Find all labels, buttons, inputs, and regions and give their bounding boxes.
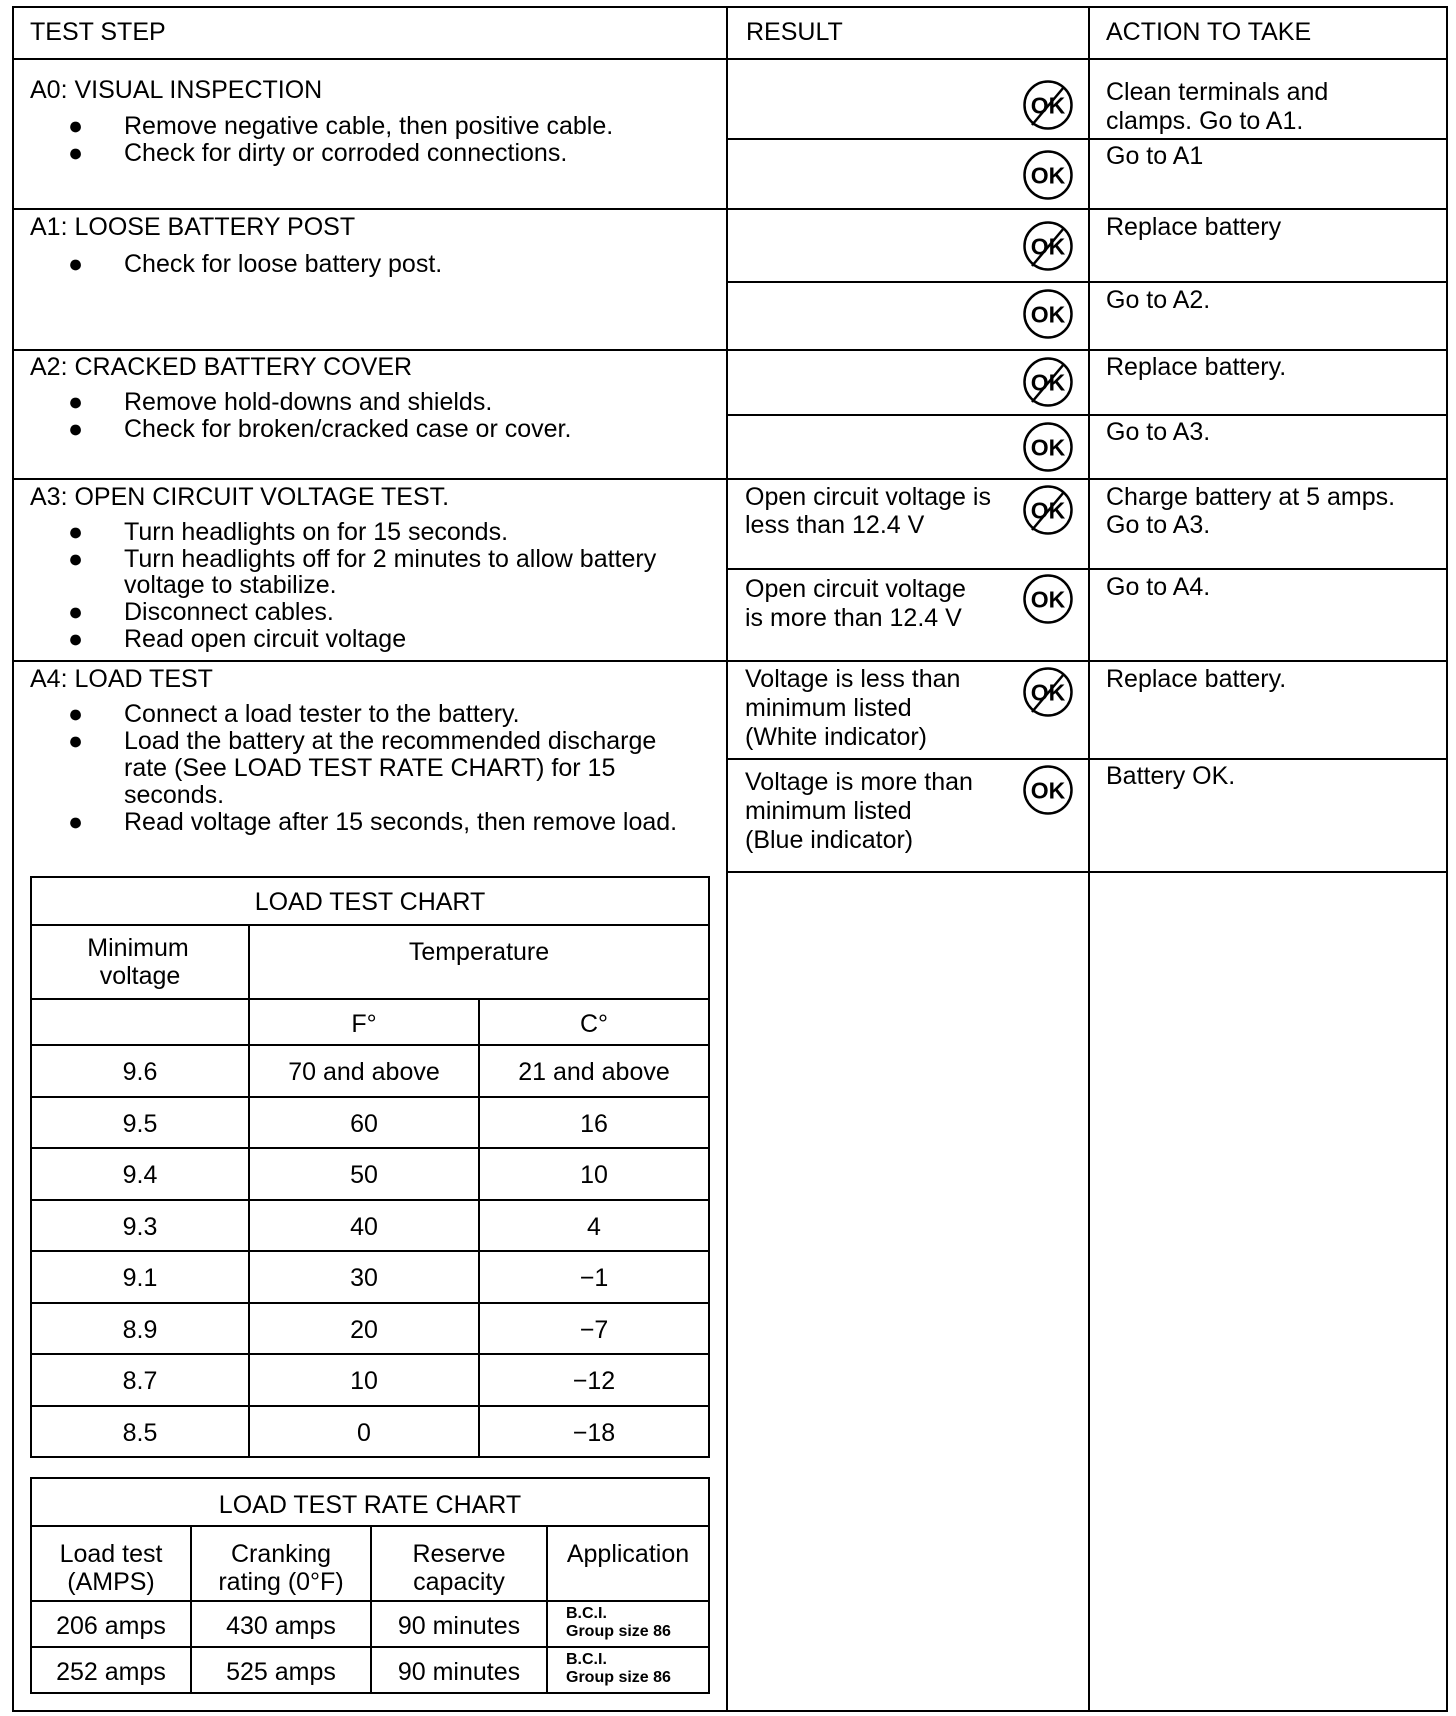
ltrc-cell: 252 amps: [56, 1658, 166, 1686]
step-a0-bullet: Remove negative cable, then positive cable.: [124, 112, 614, 140]
ltrc-line: [30, 1646, 710, 1648]
ok-icon: [1022, 421, 1074, 473]
ltc-cell: 9.5: [122, 1110, 158, 1138]
bullet-dot: ●: [68, 112, 84, 140]
step-a4-bullet: Connect a load tester to the battery.: [124, 700, 520, 728]
not-ok-icon: [1022, 220, 1074, 272]
step-a4-action-ok: Battery OK.: [1106, 762, 1236, 790]
step-a4-result-ok: minimum listed: [745, 797, 912, 825]
ltc-cell: 4: [587, 1213, 601, 1241]
ltc-col-min: voltage: [99, 962, 181, 990]
ltc-col-min: Minimum: [87, 934, 189, 962]
bullet-dot: ●: [68, 415, 84, 443]
bullet-dot: ●: [68, 625, 84, 653]
ltc-line: [30, 1096, 710, 1098]
ltc-cell: 50: [350, 1161, 378, 1189]
ltrc-cell: 525 amps: [226, 1658, 336, 1686]
ltrc-header: Load test: [59, 1540, 163, 1568]
ltrc-header: Cranking: [230, 1540, 332, 1568]
ltc-cell: 10: [580, 1161, 608, 1189]
step-a4-title: A4: LOAD TEST: [30, 665, 213, 693]
step-a4-result-notok: Voltage is less than: [745, 665, 961, 693]
ltc-cell: 9.6: [122, 1058, 158, 1086]
not-ok-icon: [1022, 79, 1074, 131]
step-a4-result-notok: (White indicator): [745, 723, 927, 751]
ltc-line: [30, 1353, 710, 1355]
step-a3-action-notok: Go to A3.: [1106, 511, 1211, 539]
ltrc-border: [708, 1477, 710, 1694]
header-action: ACTION TO TAKE: [1106, 18, 1312, 46]
divider-a3-a4: [12, 660, 1448, 662]
subdivider-a3: [726, 568, 1448, 570]
divider-a0-a1: [12, 208, 1448, 210]
step-a3-result-ok: is more than 12.4 V: [745, 604, 962, 632]
ltrc-bci: B.C.I.: [566, 1651, 607, 1668]
ltrc-cell: 206 amps: [56, 1612, 166, 1640]
not-ok-icon: [1022, 356, 1074, 408]
step-a3-action-ok: Go to A4.: [1106, 573, 1211, 601]
subdivider-a0: [726, 138, 1448, 140]
ltc-cell: 9.1: [122, 1264, 158, 1292]
ltc-cell: 20: [350, 1316, 378, 1344]
step-a3-result-ok: Open circuit voltage: [745, 575, 966, 603]
ltc-line: [30, 1147, 710, 1149]
ltc-border: [30, 876, 710, 878]
ltrc-header: rating (0°F): [218, 1568, 344, 1596]
step-a3-bullet: Turn headlights off for 2 minutes to allow battery: [124, 545, 657, 573]
ltc-line: [30, 1250, 710, 1252]
step-a4-result-ok: Voltage is more than: [745, 768, 973, 796]
ltrc-header: (AMPS): [67, 1568, 155, 1596]
ltc-cell: 16: [580, 1110, 608, 1138]
divider-a1-a2: [12, 349, 1448, 351]
step-a4-bullet: Read voltage after 15 seconds, then remove load.: [124, 808, 678, 836]
step-a4-bullet-cont: rate (See LOAD TEST RATE CHART) for 15: [124, 754, 616, 782]
ltc-cell: 0: [357, 1419, 371, 1447]
ltc-line: [30, 1302, 710, 1304]
step-a2-title: A2: CRACKED BATTERY COVER: [30, 353, 413, 381]
ltrc-title: LOAD TEST RATE CHART: [218, 1491, 522, 1519]
bullet-dot: ●: [68, 598, 84, 626]
frame-top: [12, 6, 1448, 8]
ltc-line: [30, 1044, 710, 1046]
ltc-cell: 8.5: [122, 1419, 158, 1447]
ltc-col-temp: Temperature: [408, 938, 550, 966]
not-ok-icon: [1022, 484, 1074, 536]
frame-right: [1446, 6, 1448, 1712]
subdivider-a4: [726, 758, 1448, 760]
ltc-line: [30, 1199, 710, 1201]
ltc-cell: −1: [579, 1264, 609, 1292]
ok-icon: [1022, 149, 1074, 201]
ltc-border: [30, 1456, 710, 1458]
ltc-cell: 30: [350, 1264, 378, 1292]
step-a3-action-notok: Charge battery at 5 amps.: [1106, 483, 1396, 511]
step-a4-bullet: Load the battery at the recommended discharge: [124, 727, 657, 755]
header-test-step: TEST STEP: [30, 18, 166, 46]
ltrc-bci: B.C.I.: [566, 1605, 607, 1622]
ltrc-line: [30, 1600, 710, 1602]
ltrc-header: Application: [566, 1540, 690, 1568]
ltrc-cell: 430 amps: [226, 1612, 336, 1640]
bullet-dot: ●: [68, 388, 84, 416]
step-a0-action-notok: Clean terminals and: [1106, 78, 1329, 106]
ltc-cell: 21 and above: [518, 1058, 670, 1086]
step-a0-title: A0: VISUAL INSPECTION: [30, 76, 323, 104]
ltrc-border: [30, 1477, 710, 1479]
ltc-line: [30, 998, 710, 1000]
step-a3-bullet-cont: voltage to stabilize.: [124, 571, 337, 599]
ltc-cell: 8.7: [122, 1367, 158, 1395]
ltc-cell: 9.4: [122, 1161, 158, 1189]
col-divider-result: [1088, 6, 1090, 1712]
ltrc-cell: 90 minutes: [397, 1612, 521, 1640]
step-a3-bullet: Disconnect cables.: [124, 598, 334, 626]
col-divider-step: [726, 6, 728, 1712]
bullet-dot: ●: [68, 700, 84, 728]
ok-icon: [1022, 573, 1074, 625]
ltc-col-c: C°: [579, 1010, 609, 1038]
step-a2-action-ok: Go to A3.: [1106, 418, 1211, 446]
ltrc-cell: 90 minutes: [397, 1658, 521, 1686]
bullet-dot: ●: [68, 727, 84, 755]
header-result: RESULT: [746, 18, 843, 46]
divider-a2-a3: [12, 478, 1448, 480]
step-a1-title: A1: LOOSE BATTERY POST: [30, 213, 356, 241]
step-a3-result-notok: less than 12.4 V: [745, 511, 925, 539]
step-a1-action-notok: Replace battery: [1106, 213, 1282, 241]
ltc-cell: 10: [350, 1367, 378, 1395]
ltc-cell: 9.3: [122, 1213, 158, 1241]
step-a3-bullet: Turn headlights on for 15 seconds.: [124, 518, 509, 546]
ltc-cell: −18: [572, 1419, 616, 1447]
ltc-cell: 70 and above: [288, 1058, 440, 1086]
subdivider-a1: [726, 281, 1448, 283]
ok-icon: [1022, 764, 1074, 816]
step-a1-bullet: Check for loose battery post.: [124, 250, 443, 278]
ltc-line: [30, 1405, 710, 1407]
step-a0-action-ok: Go to A1: [1106, 142, 1204, 170]
ltrc-bci: Group size 86: [566, 1669, 671, 1686]
ltc-title: LOAD TEST CHART: [254, 888, 486, 916]
ltc-col-f: F°: [351, 1010, 377, 1038]
step-a2-bullet: Remove hold-downs and shields.: [124, 388, 493, 416]
step-a3-result-notok: Open circuit voltage is: [745, 483, 991, 511]
step-a3-title: A3: OPEN CIRCUIT VOLTAGE TEST.: [30, 483, 450, 511]
step-a1-action-ok: Go to A2.: [1106, 286, 1211, 314]
ltc-border: [708, 876, 710, 1458]
step-a0-bullet: Check for dirty or corroded connections.: [124, 139, 568, 167]
frame-bottom: [12, 1710, 1448, 1712]
bullet-dot: ●: [68, 139, 84, 167]
ltc-cell: 8.9: [122, 1316, 158, 1344]
bullet-dot: ●: [68, 518, 84, 546]
ltc-cell: 60: [350, 1110, 378, 1138]
step-a2-action-notok: Replace battery.: [1106, 353, 1287, 381]
step-a4-bullet-cont: seconds.: [124, 781, 225, 809]
ltc-cell: −7: [579, 1316, 609, 1344]
bullet-dot: ●: [68, 250, 84, 278]
step-a4-result-ok: (Blue indicator): [745, 826, 914, 854]
ltc-cell: 40: [350, 1213, 378, 1241]
ltrc-header: Reserve: [412, 1540, 506, 1568]
step-a4-result-notok: minimum listed: [745, 694, 912, 722]
step-a2-bullet: Check for broken/cracked case or cover.: [124, 415, 572, 443]
subdivider-a4-end: [726, 871, 1448, 873]
bullet-dot: ●: [68, 808, 84, 836]
step-a4-action-notok: Replace battery.: [1106, 665, 1287, 693]
ltrc-bci: Group size 86: [566, 1623, 671, 1640]
step-a0-action-notok: clamps. Go to A1.: [1106, 107, 1304, 135]
frame-left: [12, 6, 14, 1712]
bullet-dot: ●: [68, 545, 84, 573]
ltrc-header: capacity: [413, 1568, 505, 1596]
ok-icon: [1022, 288, 1074, 340]
ltc-line: [30, 924, 710, 926]
step-a3-bullet: Read open circuit voltage: [124, 625, 407, 653]
subdivider-a2: [726, 414, 1448, 416]
not-ok-icon: [1022, 666, 1074, 718]
header-divider: [12, 58, 1448, 60]
ltc-cell: −12: [572, 1367, 616, 1395]
